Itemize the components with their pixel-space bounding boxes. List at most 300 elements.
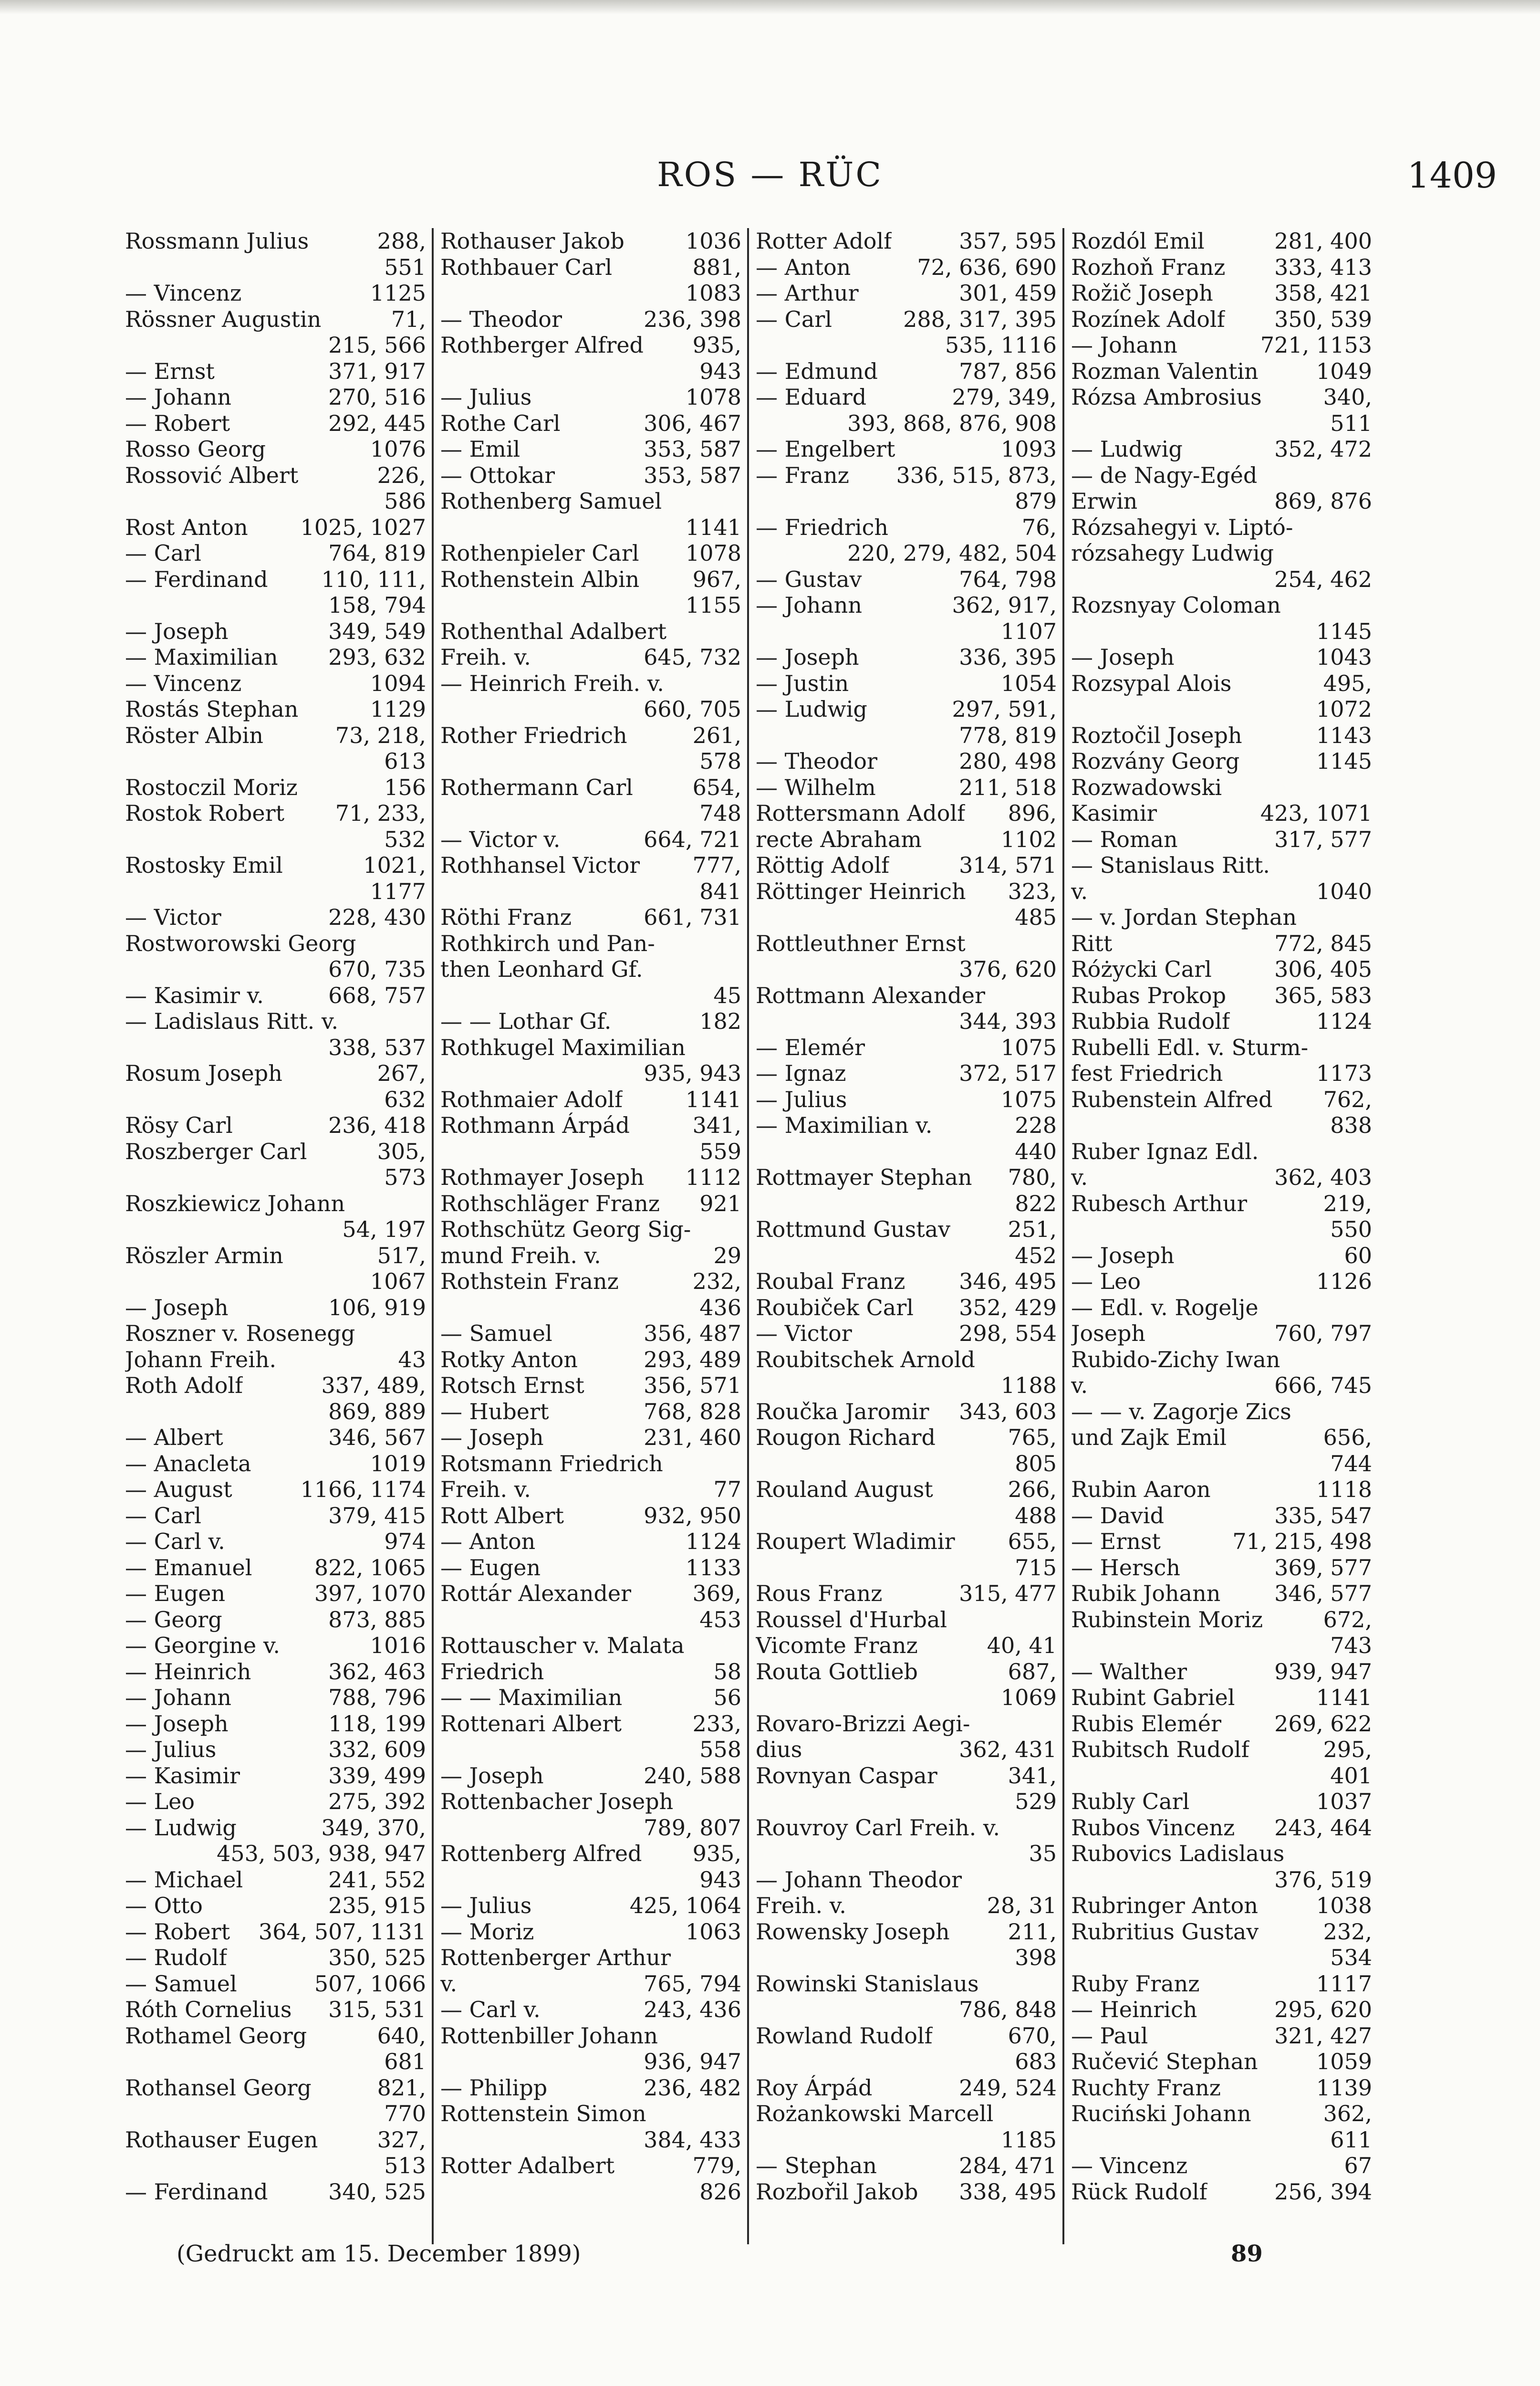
entry-pages: 333, 413 [1274, 254, 1372, 280]
entry-pages: 306, 467 [644, 410, 741, 436]
index-entry [1071, 1451, 1372, 1477]
entry-name: Freih. v. [440, 644, 531, 670]
entry-name: Ruciński Johann [1071, 2101, 1251, 2126]
index-entry [440, 879, 741, 905]
entry-name: Röttig Adolf [756, 852, 890, 878]
entry-pages: 346, 567 [328, 1424, 426, 1450]
entry-name: — Carl [125, 1502, 201, 1528]
entry-name: — Julius [440, 1893, 532, 1918]
entry-pages: 838 [1330, 1112, 1372, 1138]
index-entry [756, 1164, 1057, 1191]
entry-pages: 1075 [1000, 1086, 1057, 1112]
entry-pages: 1078 [685, 384, 741, 410]
index-entry [440, 2049, 741, 2075]
index-entry [756, 618, 1057, 645]
entry-pages: 670, [1008, 2022, 1057, 2049]
entry-name: Rubly Carl [1071, 1789, 1190, 1814]
entry-pages: 507, 1066 [314, 1970, 426, 1997]
entry-name: Rubos Vincenz [1071, 1814, 1235, 1841]
index-columns [118, 228, 1378, 2244]
index-entry [1071, 384, 1372, 410]
entry-name: — Arthur [756, 280, 859, 306]
entry-pages: 423, 1071 [1260, 800, 1372, 826]
entry-pages: 281, 400 [1274, 228, 1372, 254]
entry-pages: 365, 583 [1274, 982, 1372, 1008]
index-entry [756, 904, 1057, 931]
entry-name: — Franz [756, 462, 849, 488]
index-entry [440, 1112, 741, 1139]
entry-pages: 233, [692, 1710, 741, 1737]
entry-pages: 436 [699, 1294, 741, 1320]
entry-pages: 254, 462 [1274, 566, 1372, 592]
entry-name: — Hubert [440, 1398, 549, 1424]
entry-name: Rothauser Eugen [125, 2126, 318, 2153]
entry-name: Freih. v. [756, 1893, 846, 1918]
index-entry [440, 827, 741, 853]
index-column-3 [747, 228, 1062, 2244]
index-entry [1071, 696, 1372, 722]
index-entry [1071, 1841, 1372, 1867]
index-entry [440, 514, 741, 541]
entry-name: Rothamel Georg [125, 2022, 307, 2049]
index-entry [440, 670, 741, 697]
entry-pages: 967, [692, 566, 741, 592]
index-entry [125, 1789, 426, 1815]
entry-name: Friedrich [440, 1658, 544, 1685]
entry-name: Rottmann Alexander [756, 982, 986, 1008]
entry-pages: 1124 [1316, 1008, 1372, 1034]
index-entry [440, 1633, 741, 1659]
index-entry [1071, 358, 1372, 385]
entry-name: Joseph [1071, 1320, 1146, 1346]
entry-name: Rothkugel Maximilian [440, 1034, 686, 1060]
index-entry [1071, 748, 1372, 774]
entry-pages: 654, [692, 774, 741, 800]
index-entry [125, 722, 426, 749]
entry-pages: 346, 577 [1274, 1580, 1372, 1606]
entry-name: — Eduard [756, 384, 867, 410]
entry-pages: 1021, [363, 852, 426, 878]
entry-pages: 1141 [685, 1086, 741, 1112]
entry-name: Rossović Albert [125, 462, 299, 488]
index-entry [125, 904, 426, 931]
entry-pages: 743 [1330, 1633, 1372, 1658]
index-entry [125, 931, 426, 957]
entry-name: — Samuel [440, 1320, 552, 1346]
index-entry [756, 1867, 1057, 1893]
entry-name: v. [440, 1970, 458, 1997]
entry-name: — Stephan [756, 2153, 877, 2178]
index-entry [756, 1763, 1057, 1789]
index-entry [125, 1711, 426, 1737]
entry-name: Röster Albin [125, 722, 263, 748]
entry-name: v. [1071, 1372, 1088, 1398]
entry-name: recte Abraham [756, 826, 922, 852]
entry-name: Rottenstein Simon [440, 2101, 646, 2126]
entry-name: — Samuel [125, 1970, 237, 1997]
index-entry [756, 1737, 1057, 1763]
index-entry [440, 1711, 741, 1737]
entry-pages: 779, [692, 2153, 741, 2178]
index-entry [440, 1737, 741, 1763]
index-entry [1071, 1919, 1372, 1945]
entry-name: — Emil [440, 436, 520, 462]
entry-name: Röthi Franz [440, 904, 572, 930]
entry-name: Röttinger Heinrich [756, 878, 966, 904]
entry-name: — Roman [1071, 826, 1178, 852]
entry-pages: 275, 392 [328, 1789, 426, 1814]
entry-name: Rothberger Alfred [440, 332, 644, 358]
index-entry [756, 410, 1057, 437]
entry-name: Rubbia Rudolf [1071, 1008, 1230, 1034]
index-entry [440, 1372, 741, 1399]
index-entry [1071, 1763, 1372, 1789]
index-entry [756, 592, 1057, 618]
entry-name: Rothenstein Albin [440, 566, 640, 592]
index-entry [756, 748, 1057, 774]
entry-name: Rothenberg Samuel [440, 488, 662, 514]
index-entry [1071, 1372, 1372, 1399]
index-entry [1071, 1347, 1372, 1373]
entry-name: Rous Franz [756, 1580, 883, 1606]
entry-pages: 1059 [1316, 2049, 1372, 2074]
entry-name: — Carl [756, 306, 832, 332]
entry-name: — Stanislaus Ritt. [1071, 852, 1270, 878]
entry-name: Rothenpieler Carl [440, 540, 639, 566]
entry-pages: 1112 [685, 1164, 741, 1190]
entry-pages: 935, 943 [644, 1060, 741, 1086]
entry-name: — Edl. v. Rogelje [1071, 1294, 1259, 1320]
entry-pages: 1141 [1316, 1685, 1372, 1710]
entry-name: Rothe Carl [440, 410, 561, 436]
index-entry [1071, 774, 1372, 801]
entry-pages: 1107 [1000, 618, 1057, 644]
entry-name: — Ernst [125, 358, 215, 384]
index-entry [125, 1268, 426, 1295]
entry-name: — Joseph [1071, 644, 1175, 670]
entry-pages: 393, 868, 876, 908 [847, 410, 1057, 436]
entry-pages: 721, 1153 [1260, 332, 1372, 358]
index-entry [756, 879, 1057, 905]
entry-name: — Joseph [125, 1294, 229, 1320]
entry-name: Röszler Armin [125, 1242, 283, 1268]
entry-pages: 760, 797 [1274, 1320, 1372, 1346]
entry-name: — Albert [125, 1424, 223, 1450]
entry-name: Rubovics Ladislaus [1071, 1841, 1285, 1866]
index-entry [125, 1476, 426, 1503]
entry-name: — Eugen [440, 1554, 541, 1580]
entry-pages: 1133 [685, 1554, 741, 1580]
page-edge-shadow [0, 0, 1540, 14]
index-entry [125, 1971, 426, 1997]
index-entry [1071, 1971, 1372, 1997]
entry-name: — Ignaz [756, 1060, 846, 1086]
index-entry [756, 254, 1057, 281]
entry-pages: 1072 [1316, 696, 1372, 722]
entry-name: — Joseph [125, 1710, 229, 1737]
entry-pages: 306, 405 [1274, 956, 1372, 982]
entry-name: — — v. Zagorje Zics [1071, 1398, 1291, 1424]
index-entry [756, 436, 1057, 462]
entry-name: Rother Friedrich [440, 722, 627, 748]
entry-name: Roubitschek Arnold [756, 1346, 975, 1372]
entry-pages: 1067 [370, 1268, 426, 1294]
entry-name: — Leo [1071, 1268, 1141, 1294]
entry-pages: 879 [1015, 488, 1057, 514]
entry-pages: 768, 828 [644, 1398, 741, 1424]
index-entry [125, 1112, 426, 1139]
index-entry [756, 384, 1057, 410]
index-entry [1071, 2101, 1372, 2127]
entry-pages: 279, 349, [952, 384, 1057, 410]
entry-pages: 338, 495 [959, 2178, 1057, 2205]
index-entry [1071, 1815, 1372, 1841]
index-column-1 [118, 228, 432, 2244]
index-entry [1071, 644, 1372, 670]
index-entry [125, 1659, 426, 1685]
entry-name: Roszkiewicz Johann [125, 1190, 345, 1216]
index-entry [756, 1008, 1057, 1035]
entry-name: Rubis Elemér [1071, 1710, 1221, 1737]
index-entry [125, 1164, 426, 1191]
entry-name: — Hersch [1071, 1554, 1180, 1580]
entry-name: Roubiček Carl [756, 1294, 914, 1320]
index-entry [125, 1997, 426, 2023]
entry-pages: 1040 [1316, 878, 1372, 904]
entry-pages: 943 [699, 358, 741, 384]
entry-pages: 71, 233, [335, 800, 426, 826]
entry-pages: 314, 571 [959, 852, 1057, 878]
entry-name: Rubik Johann [1071, 1580, 1221, 1606]
index-entry [125, 1035, 426, 1061]
index-entry [756, 827, 1057, 853]
index-entry [125, 774, 426, 801]
index-entry [440, 1424, 741, 1451]
entry-pages: 453 [699, 1606, 741, 1633]
index-entry [1071, 1503, 1372, 1529]
entry-pages: 376, 620 [959, 956, 1057, 982]
entry-name: Rózsa Ambrosius [1071, 384, 1262, 410]
index-entry [440, 1528, 741, 1555]
index-entry [440, 2101, 741, 2127]
entry-pages: 280, 498 [959, 748, 1057, 774]
index-entry [756, 2179, 1057, 2205]
entry-name: Rozsypal Alois [1071, 670, 1232, 696]
entry-name: Rowland Rudolf [756, 2022, 933, 2049]
entry-pages: 1049 [1316, 358, 1372, 384]
index-entry [756, 358, 1057, 385]
entry-name: — Julius [125, 1737, 217, 1762]
index-entry [756, 1971, 1057, 1997]
entry-name: — de Nagy-Egéd [1071, 462, 1258, 488]
index-entry [1071, 280, 1372, 306]
index-entry [125, 852, 426, 879]
entry-name: dius [756, 1737, 802, 1762]
entry-name: Rostworowski Georg [125, 930, 356, 956]
entry-name: Rożankowski Marcell [756, 2101, 994, 2126]
entry-pages: 243, 464 [1274, 1814, 1372, 1841]
entry-pages: 340, 525 [328, 2178, 426, 2205]
entry-name: — — Lothar Gf. [440, 1008, 612, 1034]
index-entry [756, 1503, 1057, 1529]
index-entry [125, 410, 426, 437]
entry-name: — Vincenz [1071, 2153, 1188, 2178]
entry-pages: 780, [1008, 1164, 1057, 1190]
entry-name: Rovnyan Caspar [756, 1762, 937, 1789]
entry-pages: 256, 394 [1274, 2178, 1372, 2205]
entry-pages: 1076 [370, 436, 426, 462]
entry-pages: 29 [713, 1242, 741, 1268]
entry-name: Rothmann Árpád [440, 1112, 630, 1138]
entry-pages: 401 [1330, 1762, 1372, 1789]
index-entry [1071, 852, 1372, 879]
entry-pages: 826 [699, 2178, 741, 2205]
index-entry [125, 696, 426, 722]
index-entry [440, 931, 741, 957]
entry-pages: 340, [1323, 384, 1372, 410]
index-entry [125, 1087, 426, 1113]
index-entry [125, 1737, 426, 1763]
entry-name: Rózsahegyi v. Liptó- [1071, 514, 1293, 540]
entry-pages: 1016 [370, 1633, 426, 1658]
index-entry [756, 1607, 1057, 1633]
entry-pages: 110, 111, [321, 566, 426, 592]
entry-name: — Justin [756, 670, 849, 696]
index-entry [440, 1867, 741, 1893]
entry-pages: 350, 525 [328, 1945, 426, 1970]
entry-name: Rottauscher v. Malata [440, 1633, 685, 1658]
index-entry [440, 904, 741, 931]
entry-pages: 292, 445 [328, 410, 426, 436]
entry-pages: 362, 463 [328, 1658, 426, 1685]
entry-pages: 301, 459 [959, 280, 1057, 306]
index-entry [1071, 800, 1372, 827]
entry-name: Erwin [1071, 488, 1138, 514]
index-entry [440, 1191, 741, 1217]
entry-pages: 220, 279, 482, 504 [847, 540, 1057, 566]
index-entry [440, 800, 741, 827]
entry-name: — Johann [125, 384, 232, 410]
index-entry [440, 332, 741, 358]
index-entry [1071, 1399, 1372, 1425]
entry-name: — Elemér [756, 1034, 865, 1060]
index-entry [440, 306, 741, 333]
entry-pages: 1185 [1000, 2126, 1057, 2153]
entry-pages: 332, 609 [328, 1737, 426, 1762]
index-entry [756, 2023, 1057, 2049]
index-entry [756, 722, 1057, 749]
index-entry [125, 228, 426, 254]
entry-name: — Johann Theodor [756, 1866, 962, 1893]
entry-name: Rottersmann Adolf [756, 800, 966, 826]
entry-pages: 321, 427 [1274, 2022, 1372, 2049]
entry-pages: 896, [1008, 800, 1057, 826]
entry-pages: 787, 856 [959, 358, 1057, 384]
entry-pages: 353, 587 [644, 462, 741, 488]
entry-name: — Heinrich [1071, 1997, 1197, 2022]
entry-pages: 613 [384, 748, 426, 774]
entry-pages: 362, 431 [959, 1737, 1057, 1762]
index-entry [756, 1035, 1057, 1061]
entry-pages: 1145 [1316, 618, 1372, 644]
entry-pages: 1025, 1027 [300, 514, 426, 540]
entry-pages: 362, [1323, 2101, 1372, 2126]
index-entry [756, 1815, 1057, 1841]
entry-pages: 305, [377, 1138, 426, 1164]
entry-pages: 573 [384, 1164, 426, 1190]
entry-pages: 453, 503, 938, 947 [217, 1841, 426, 1866]
entry-pages: 266, [1008, 1476, 1057, 1502]
index-entry [125, 644, 426, 670]
entry-pages: 384, 433 [644, 2126, 741, 2153]
entry-name: — Carl v. [125, 1528, 225, 1554]
entry-pages: 211, 518 [959, 774, 1057, 800]
entry-pages: 881, [692, 254, 741, 280]
entry-name: Rothermann Carl [440, 774, 633, 800]
entry-pages: 1054 [1000, 670, 1057, 696]
index-entry [125, 1008, 426, 1035]
entry-name: — Johann [756, 592, 863, 618]
index-entry [756, 931, 1057, 957]
index-entry [1071, 306, 1372, 333]
index-entry [125, 358, 426, 385]
entry-pages: 1036 [685, 228, 741, 254]
entry-name: — Ludwig [125, 1814, 237, 1841]
entry-pages: 778, 819 [959, 722, 1057, 748]
index-entry [440, 1607, 741, 1633]
index-entry [1071, 1711, 1372, 1737]
entry-name: — Victor [756, 1320, 852, 1346]
index-entry [440, 774, 741, 801]
entry-name: Rubritius Gustav [1071, 1918, 1259, 1945]
entry-pages: 323, [1008, 878, 1057, 904]
entry-pages: 632 [384, 1086, 426, 1112]
index-entry [756, 1476, 1057, 1503]
entry-pages: 788, 796 [328, 1685, 426, 1710]
index-entry [1071, 566, 1372, 593]
index-entry [1071, 514, 1372, 541]
index-entry [440, 358, 741, 385]
index-entry [1071, 1060, 1372, 1087]
entry-pages: 60 [1344, 1242, 1372, 1268]
entry-name: Rottenbacher Joseph [440, 1789, 674, 1814]
entry-pages: 805 [1015, 1450, 1057, 1476]
entry-name: Róth Cornelius [125, 1997, 292, 2022]
index-entry [125, 514, 426, 541]
entry-name: — Ernst [1071, 1528, 1161, 1554]
index-entry [440, 1216, 741, 1243]
index-entry [440, 722, 741, 749]
index-entry [756, 1789, 1057, 1815]
entry-pages: 1037 [1316, 1789, 1372, 1814]
index-entry [1071, 1268, 1372, 1295]
entry-pages: 315, 531 [328, 1997, 426, 2022]
entry-pages: 344, 393 [959, 1008, 1057, 1034]
index-entry [440, 1295, 741, 1321]
entry-name: Roy Árpád [756, 2074, 873, 2101]
entry-name: Johann Freih. [125, 1346, 277, 1372]
entry-name: Roussel d'Hurbal [756, 1606, 947, 1633]
entry-name: rózsahegy Ludwig [1071, 540, 1274, 566]
index-entry [125, 983, 426, 1009]
entry-name: Routa Gottlieb [756, 1658, 918, 1685]
entry-name: — David [1071, 1502, 1165, 1528]
entry-pages: 338, 537 [328, 1034, 426, 1060]
entry-pages: 1124 [685, 1528, 741, 1554]
entry-pages: 251, [1008, 1216, 1057, 1242]
index-entry [1071, 1555, 1372, 1581]
entry-pages: 270, 516 [328, 384, 426, 410]
